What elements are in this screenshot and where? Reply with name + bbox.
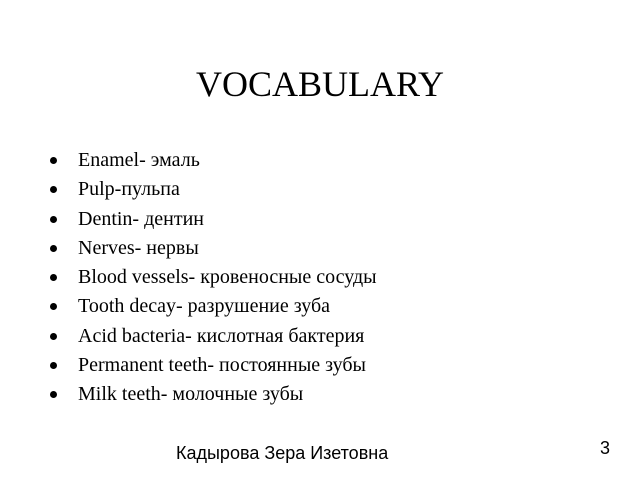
vocabulary-item-text: Blood vessels- кровеносные сосуды <box>78 266 377 289</box>
bullet-icon <box>50 333 57 340</box>
footer-author: Кадырова Зера Изетовна <box>176 443 389 463</box>
bullet-icon <box>50 303 57 310</box>
bullet-icon <box>50 186 57 193</box>
vocabulary-item <box>46 205 377 234</box>
vocabulary-item <box>46 175 377 204</box>
vocabulary-item-text: Acid bacteria- кислотная бактерия <box>78 324 365 347</box>
vocabulary-list <box>46 146 377 410</box>
vocabulary-item-text: Milk teeth- молочные зубы <box>78 383 304 406</box>
vocabulary-item-text: Dentin- дентин <box>78 207 204 230</box>
bullet-icon <box>50 157 57 164</box>
slide-number: 3 <box>599 438 610 458</box>
bullet-icon <box>50 216 57 223</box>
vocabulary-item-text: Pulp-пульпа <box>78 178 180 201</box>
bullet-icon <box>50 245 57 252</box>
vocabulary-item-text: Enamel- эмаль <box>78 149 200 171</box>
vocabulary-item <box>46 234 377 263</box>
slide-title: VOCABULARY <box>195 64 445 104</box>
bullet-icon <box>50 391 57 398</box>
vocabulary-item-text: Tooth decay- разрушение зуба <box>78 295 331 318</box>
vocabulary-item <box>46 263 377 292</box>
bullet-icon <box>50 362 57 369</box>
vocabulary-item <box>46 351 377 380</box>
bullet-icon <box>50 274 57 281</box>
vocabulary-item <box>46 380 377 409</box>
vocabulary-item <box>46 322 377 351</box>
vocabulary-item-text: Nerves- нервы <box>78 236 199 259</box>
vocabulary-item <box>46 292 377 321</box>
vocabulary-item-text: Permanent teeth- постоянные зубы <box>78 354 366 377</box>
vocabulary-item <box>46 146 377 175</box>
